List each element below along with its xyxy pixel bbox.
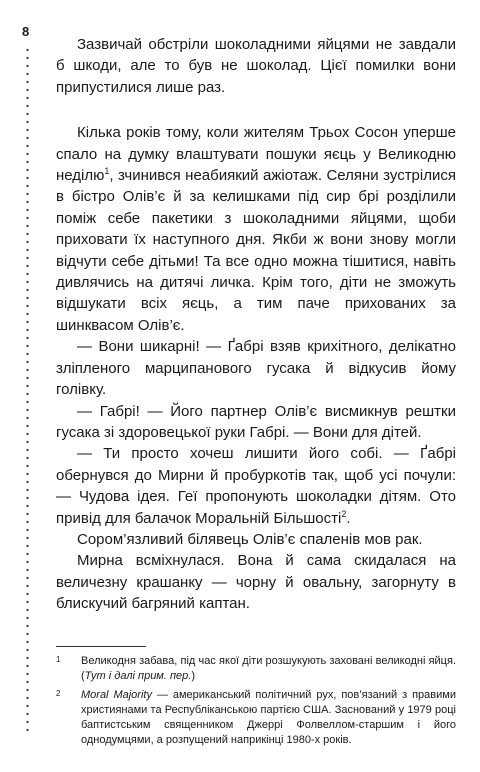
paragraph-7: Мирна всміхнулася. Вона й сама скидалася на величезну крашанку — чорну й овальну, загорнуту в блискучий багряний каптан.: [56, 552, 456, 613]
footnote-ref-1: 1: [104, 166, 110, 177]
paragraph-1: Зазвичай обстріли шоколадними яйцями не завдали б шкоди, але то був не шоколад. Цієї помилки вони припустилися лише раз.: [56, 36, 456, 96]
footnote-italic: Тут і далі прим. пер.: [84, 670, 192, 682]
paragraph-6: Сором’язливий білявець Олів’є спаленів мов рак.: [77, 530, 423, 548]
footnotes: [56, 654, 456, 752]
paragraph-4: — Габрі! — Його партнер Олів’є висмикнув рештки гусака зі здоровецької руки Габрі. — Вони для дітей.: [56, 402, 456, 441]
footnote-1: [56, 654, 456, 684]
footnote-divider: [56, 646, 146, 647]
footnote-italic: Moral Majority: [81, 689, 152, 701]
paragraph-2-part-2: , зчинився неабиякий ажіотаж. Селяни зустрілися в бістро Олів’є й за келишками під сир брі розділили поміж себе пакетики з шоколадними яйцями, щоби приховати їх наступного дня. Якби ж вони знову могли відчути себе дітьми! Та все одно можна тішитися, навіть дивлячись на дитячі личка. Крім того, діти не зможуть відшукати всіх яєць, а тим паче прихованих за шинквасом Олів’є.: [56, 167, 456, 334]
footnote-ref-2: 2: [341, 508, 347, 519]
footnote-tail: ): [191, 670, 195, 682]
paragraph-5-part-1: — Ти просто хочеш лишити його собі. — Ґабрі обернувся до Мирни й пробуркотів так, щоб усі почули: — Чудова ідея. Геї пропонують шоколадки дітям. Ото привід для балачок Моральній Більшості: [56, 445, 456, 527]
dotted-margin-line: [26, 46, 29, 736]
main-text: [56, 34, 456, 615]
paragraph-2: [56, 122, 456, 336]
page-number: 8: [22, 24, 30, 39]
footnote-text: Великодня забава, під час якої діти розшукують заховані великодні яйця. (: [81, 655, 456, 682]
footnote-number: 2: [56, 689, 61, 698]
paragraph-2-part-1: Кілька років тому, коли жителям Трьох Сосон уперше спало на думку влаштувати пошуки яєць у Великодню неділю: [56, 124, 456, 185]
paragraph-3: — Вони шикарні! — Ґабрі взяв крихітного, делікатно зліпленого марципанового гусака й відкусив йому голівку.: [56, 338, 456, 399]
footnote-2: [56, 688, 456, 748]
footnote-number: 1: [56, 655, 61, 664]
footnote-text: — американський політичний рух, пов’язаний з правими християнами та Республіканською партією США. Заснований у 1979 році баптистським священником Джеррі Фолвеллом-старшим і його однодумцями, а розпущений наприкінці 1980-х років.: [81, 689, 456, 746]
paragraph-5: [56, 443, 456, 529]
paragraph-5-part-2: .: [346, 509, 351, 527]
